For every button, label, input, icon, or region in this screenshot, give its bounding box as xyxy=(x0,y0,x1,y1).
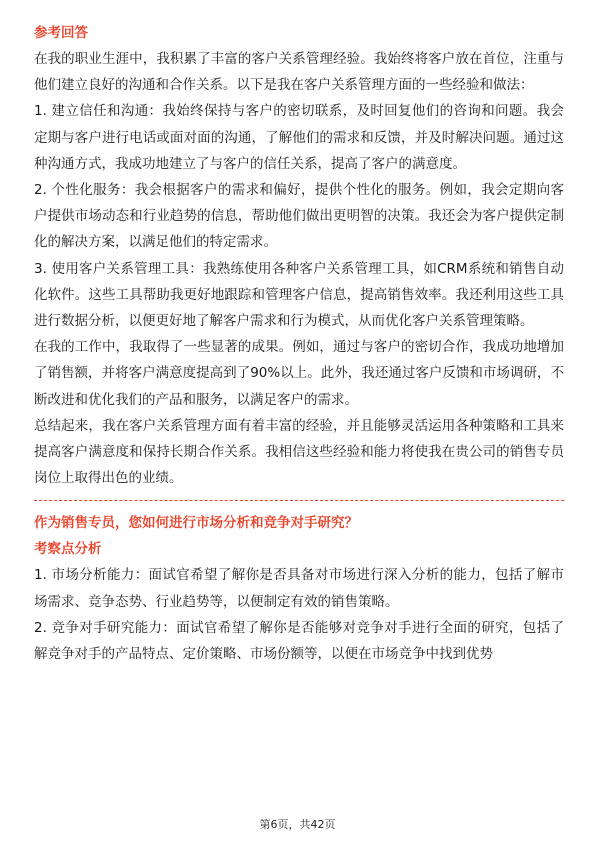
interview-question: 作为销售专员，您如何进行市场分析和竞争对手研究？ xyxy=(34,515,358,532)
analysis-point-1-paragraph: 1. 市场分析能力：面试官希望了解你是否具备对市场进行深入分析的能力，包括了解市场需求、竞争态势、行业趋势等，以便制定有效的销售策略。 xyxy=(34,567,564,610)
answer-point-2-paragraph: 2. 个性化服务：我会根据客户的需求和偏好，提供个性化的服务。例如，我会定期向客户提供市场动态和行业趋势的信息，帮助他们做出更明智的决策。我还会为客户提供定制化的解决方案，以满足他们的特定需求。 xyxy=(34,182,564,251)
analysis-point-2-paragraph: 2. 竞争对手研究能力：面试官希望了解你是否能够对竞争对手进行全面的研究，包括了解竞争对手的产品特点、定价策略、市场份额等，以便在市场竞争中找到优势 xyxy=(34,619,564,663)
answer-intro-paragraph: 在我的职业生涯中，我积累了丰富的客户关系管理经验。我始终将客户放在首位，注重与他们建立良好的沟通和合作关系。以下是我在客户关系管理方面的一些经验和做法： xyxy=(34,51,564,94)
section-divider xyxy=(34,500,564,501)
analysis-points-heading: 考察点分析 xyxy=(34,541,102,558)
page-content xyxy=(34,20,564,667)
answer-point-1-paragraph: 1. 建立信任和沟通：我始终保持与客户的密切联系，及时回复他们的咨询和问题。我会定期与客户进行电话或面对面的沟通，了解他们的需求和反馈，并及时解决问题。通过这种沟通方式，我成功地建立了与客户的信任关系，提高了客户的满意度。 xyxy=(34,103,564,172)
reference-answer-heading: 参考回答 xyxy=(34,25,88,41)
page-number-footer: 第6页，共42页 xyxy=(259,818,336,831)
answer-summary-paragraph: 总结起来，我在客户关系管理方面有着丰富的经验，并且能够灵活运用各种策略和工具来提高客户满意度和保持长期合作关系。我相信这些经验和能力将使我在贵公司的销售专员岗位上取得出色的业绩。 xyxy=(34,417,564,487)
answer-point-3-paragraph: 3. 使用客户关系管理工具：我熟练使用各种客户关系管理工具，如CRM系统和销售自动化软件。这些工具帮助我更好地跟踪和管理客户信息，提高销售效率。我还利用这些工具进行数据分析，以便更好地了解客户需求和行为模式，从而优化客户关系管理策略。 xyxy=(34,260,564,330)
answer-results-paragraph: 在我的工作中，我取得了一些显著的成果。例如，通过与客户的密切合作，我成功地增加了销售额，并将客户满意度提高到了90%以上。此外，我还通过客户反馈和市场调研，不断改进和优化我们的产品和服务，以满足客户的需求。 xyxy=(34,339,564,408)
